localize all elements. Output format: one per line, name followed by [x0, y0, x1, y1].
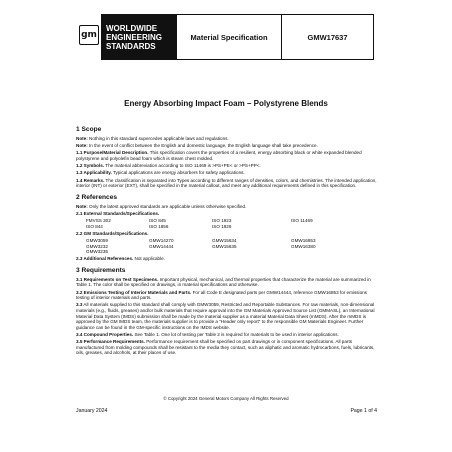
- doc-number: GMW17637: [282, 14, 374, 60]
- standard-item: ISO 1926: [212, 223, 232, 229]
- standard-item: GMW3235: [86, 249, 108, 255]
- standard-item: GMW15635: [212, 243, 237, 249]
- doc-type: Material Specification: [176, 14, 282, 60]
- standard-item: [291, 224, 351, 230]
- label: 2.1 External Standards/Specifications.: [76, 210, 160, 216]
- label: Note:: [76, 136, 88, 141]
- page-footer: [76, 408, 377, 414]
- standard-item: FMVSS 302: [86, 218, 111, 224]
- text: All materials supplied to this standard shall comply with GMW3059, Restricted and Reportable Substances. For raw materials, non-dimensional materials (e.g., fluids, greases) and/or bulk materials that require approval into the GM Materials Approved Source List (GMMASL), an International Material Data System (IMDS) submission shall be made by the material supplier as a material Material Data Sheet (mMDS). After the mMDS is approved by the GM IMDS team, the materials supplier is to provide a “Header only report” to the responsible GM Materials Engineer. Further guidance can be found in the GM-specific instructions on the IMDS website.: [76, 302, 375, 330]
- paragraph: [76, 256, 377, 262]
- paragraph: [76, 143, 377, 149]
- label: 3.2 Emissions Testing of Interior Materials and Parts.: [76, 289, 192, 295]
- paragraph: [76, 302, 377, 330]
- label: 2.2 GM Standards/Specifications.: [76, 230, 149, 236]
- text: The material abbreviation according to ISO 11469 is >PS+PE< or >PS+PP<.: [104, 163, 261, 169]
- gm-standards-list: [86, 238, 377, 255]
- label: 2.3 Additional References.: [76, 256, 134, 262]
- standard-item: GMW3232: [86, 243, 108, 249]
- text: Only the latest approved standards are applicable unless otherwise specified.: [87, 203, 247, 209]
- paragraph: [76, 277, 377, 288]
- gm-logo-area: [77, 14, 101, 60]
- standard-item: GMW16380: [291, 243, 316, 249]
- label: 3.1 Requirements on Test Specimens.: [76, 276, 159, 282]
- label: Note:: [76, 143, 88, 149]
- paragraph: [76, 290, 377, 301]
- label: 3.5 Performance Requirements.: [76, 339, 145, 345]
- standard-item: GMW15634: [212, 237, 237, 243]
- standard-item: [149, 249, 212, 255]
- standards-banner: [101, 14, 176, 60]
- paragraph: [76, 163, 377, 169]
- footer-date: January 2024: [76, 408, 108, 414]
- standards-line: WORLDWIDE: [106, 23, 158, 33]
- standard-item: GMW3059: [86, 237, 108, 243]
- standard-item: ISO 11469: [291, 218, 313, 224]
- paragraph: [76, 339, 377, 356]
- copyright-notice: © Copyright 2024 General Motors Company All Rights Reserved: [163, 396, 289, 401]
- standard-item: ISO 1923: [212, 218, 232, 224]
- external-standards-list: [86, 218, 377, 229]
- standards-line: STANDARDS: [106, 41, 156, 51]
- paragraph: [76, 178, 377, 189]
- label: 3.4 Compound Properties.: [76, 331, 134, 337]
- section-requirements: [76, 267, 377, 356]
- document-body: [76, 126, 377, 361]
- label: 1.2 Symbols.: [76, 163, 105, 169]
- section-heading: 1 Scope: [76, 126, 102, 133]
- paragraph: [76, 231, 377, 237]
- section-heading: 3 Requirements: [76, 266, 126, 274]
- text: This specification covers the properties of a resilient, energy absorbing black or white expanded blended polystyrene and polyolefin bead foam which is steam chest molded.: [76, 150, 362, 161]
- label: 1.4 Remarks.: [76, 177, 105, 183]
- standard-item: ISO 1856: [149, 223, 169, 229]
- text: In the event of conflict between the English and domestic language, the English language shall take precedence.: [87, 143, 318, 149]
- paragraph: [76, 136, 377, 142]
- text: Nothing in this standard supercedes applicable laws and regulations.: [87, 136, 229, 141]
- text: Important physical, mechanical, and thermal properties that characterize the material are summarized in Table 1. The color shall be specified on drawings, in material specifications and otherwise.: [76, 276, 371, 288]
- section-heading: 2 References: [76, 193, 118, 201]
- label: Note:: [76, 203, 88, 209]
- label: 3.3: [76, 302, 83, 308]
- paragraph: [76, 170, 377, 176]
- document-header: [77, 14, 375, 60]
- standards-line: ENGINEERING: [106, 32, 163, 42]
- text: See Table 1. One lot of testing per Table 2 is required for materials to be used in interior applications.: [133, 331, 339, 337]
- standard-item: GMW14444: [149, 243, 174, 249]
- standard-item: ISO 844: [86, 223, 103, 229]
- section-references: [76, 194, 377, 262]
- standard-item: GMW14270: [149, 237, 174, 243]
- label: 1.3 Applicability.: [76, 170, 112, 176]
- text: Typical applications are energy absorbers for safety applications.: [111, 170, 245, 176]
- paragraph: [76, 211, 377, 217]
- text: The classification is separated into Types according to different ranges of densities, colors, and chemistries. The intended application, interior (INT) or exterior (EXT), shall be specified in the material callout, and meet any additional requirements defined in this specification.: [76, 177, 377, 189]
- standard-item: [212, 249, 291, 255]
- text: Performance requirement shall be specified on part drawings or in component specifications. All parts manufactured from molding compounds shall be resistant to the media they contact, such as aliphatic and aromatic hydrocarbons, fuels, lubricants, oils, greases, and alcohols, at their places of use.: [76, 339, 375, 356]
- paragraph: [76, 332, 377, 338]
- label: 1.1 Purpose/Material Description.: [76, 150, 149, 156]
- page-title: Energy Absorbing Impact Foam – Polystyrene Blends: [124, 99, 328, 108]
- paragraph: [76, 150, 377, 161]
- page-number: Page 1 of 4: [350, 408, 377, 414]
- standard-item: [291, 249, 351, 255]
- standard-item: GMW16853: [291, 237, 316, 243]
- standard-item: ISO 845: [149, 218, 166, 224]
- text: For all Code E designated parts per GMW14444, reference GMW16853 for emissions testing of interior materials and parts.: [76, 289, 367, 301]
- text: Not applicable.: [133, 256, 165, 262]
- section-scope: [76, 126, 377, 189]
- gm-logo-icon: gm: [79, 25, 99, 45]
- paragraph: [76, 204, 377, 210]
